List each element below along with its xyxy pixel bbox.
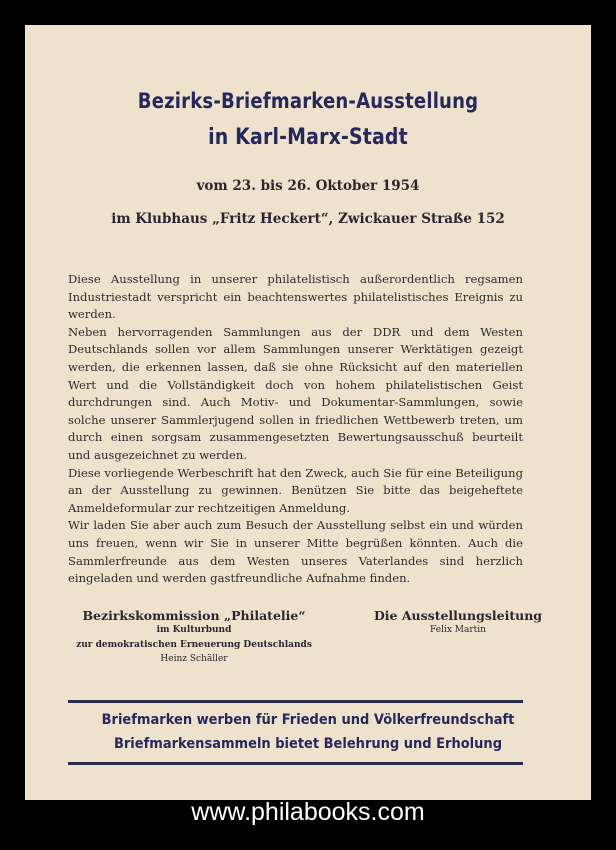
divider-top	[68, 700, 523, 703]
signature-block-left	[69, 608, 319, 667]
exhibition-venue: im Klubhaus „Fritz Heckert“, Zwickauer Straße 152	[111, 211, 505, 227]
exhibition-location: in Karl-Marx-Stadt	[208, 125, 408, 150]
exhibition-title: Bezirks-Briefmarken-Ausstellung	[137, 89, 479, 113]
watermark-url: www.philabooks.com	[191, 798, 425, 826]
signature-block-right	[373, 608, 543, 638]
signature-left-name: Heinz Schäller	[160, 654, 228, 664]
exhibition-dates: vom 23. bis 26. Oktober 1954	[196, 178, 420, 194]
signature-left-line1: im Kulturbund	[156, 625, 232, 635]
paragraph-intro: Diese Ausstellung in unserer philatelistisch außerordentlich regsamen Industriestadt verspricht ein beachtenswertes philatelistisches Ereignis zu werden.	[68, 272, 523, 322]
slogan-peace: Briefmarken werben für Frieden und Völkerfreundschaft	[101, 712, 515, 728]
signature-right-name: Felix Martin	[430, 625, 486, 635]
flyer-page	[25, 25, 591, 800]
signature-right-heading: Die Ausstellungsleitung	[373, 608, 543, 623]
paragraph-collections: Neben hervorragenden Sammlungen aus der DDR und dem Westen Deutschlands sollen vor allem Sammlungen unserer Werktätigen gezeigt werden, die erkennen lassen, daß sie ohne Rücksicht auf den materiellen Wert und die Vollständigkeit doch von hohem philatelistischen Geist durchdrungen sind. Auch Motiv- und Dokumentar-Sammlungen, sowie solche unserer Sammlerjugend sollen in friedlichen Wettbewerb treten, um durch einen sorgsam zusammengesetzten Bewertungsausschuß beurteilt und ausgezeichnet zu werden.	[68, 324, 523, 462]
slogan-education: Briefmarkensammeln bietet Belehrung und Erholung	[113, 736, 503, 752]
signature-left-heading: Bezirkskommission „Philatelie“	[82, 608, 306, 623]
paragraph-purpose: Diese vorliegende Werbeschrift hat den Zweck, auch Sie für eine Beteiligung an der Ausstellung zu gewinnen. Benützen Sie bitte das beigeheftete Anmeldeformular zur rechtzeitigen Anmeldung.	[68, 465, 523, 515]
signature-left-line2: zur demokratischen Erneuerung Deutschlands	[76, 639, 312, 650]
divider-bottom	[68, 762, 523, 765]
paragraph-invitation: Wir laden Sie aber auch zum Besuch der Ausstellung selbst ein und würden uns freuen, wenn wir Sie in unserer Mitte begrüßen könnten. Auch die Sammlerfreunde aus dem Westen unseres Vaterlandes sind herzlich eingeladen und werden gastfreundliche Aufnahme finden.	[68, 518, 523, 586]
body-text	[68, 271, 523, 588]
